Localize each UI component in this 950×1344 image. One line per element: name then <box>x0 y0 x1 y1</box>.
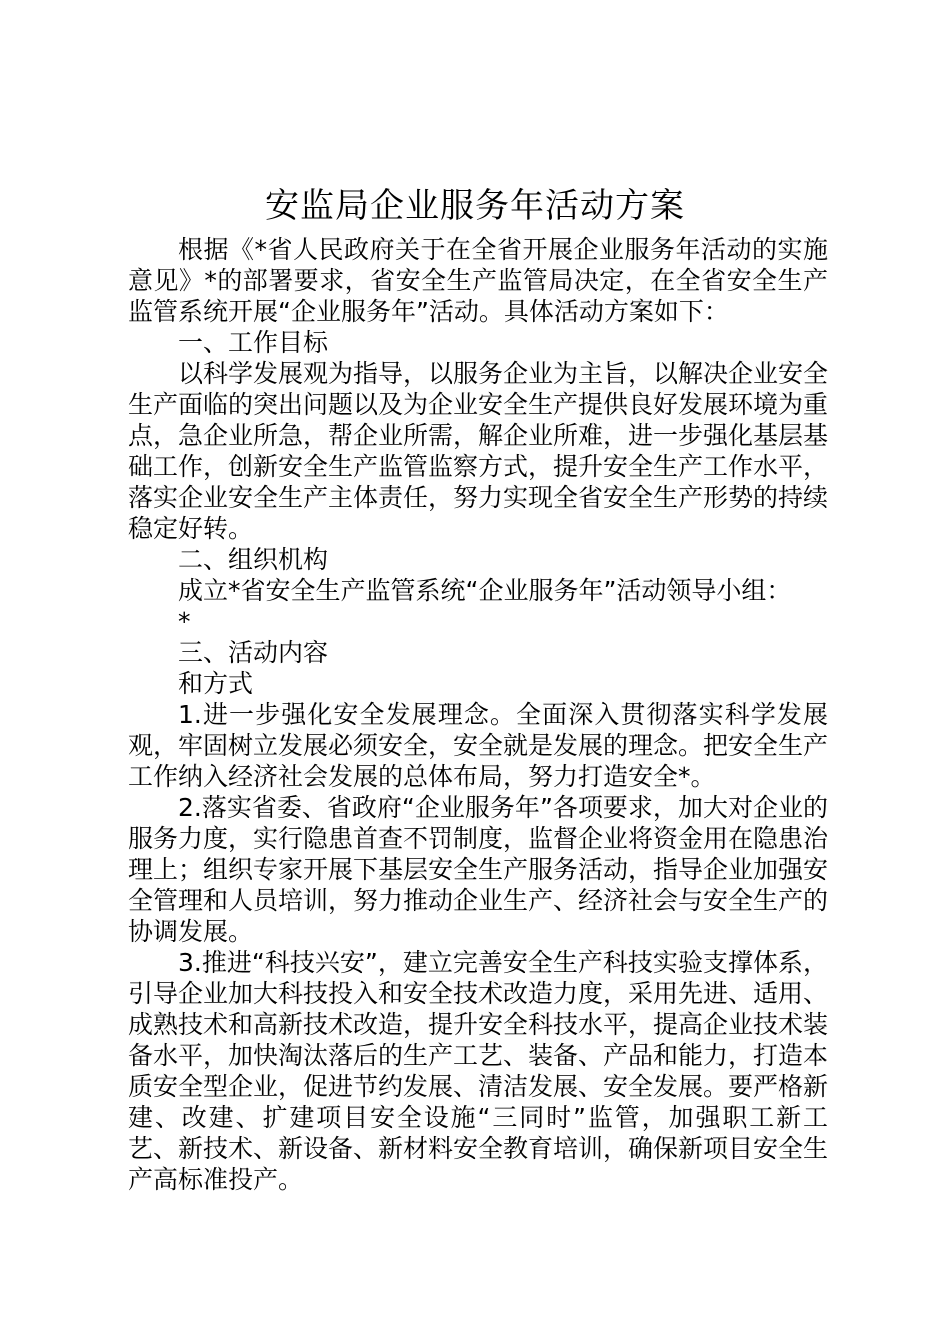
organization-paragraph: 成立*省安全生产监管系统“企业服务年”活动领导小组： <box>178 576 792 605</box>
section-heading-activities-continued: 和方式 <box>178 669 254 698</box>
activity-item-2: 2.落实省委、省政府“企业服务年”各项要求，加大对企业的服务力度，实行隐患首查不罚制度，监督企业将资金用在隐患治理上；组织专家开展下基层安全生产服务活动，指导企业加强安全管理和人员培训，努力推动企业生产、经济社会与安全生产的协调发展。 <box>128 793 829 946</box>
section-heading-organization: 二、组织机构 <box>178 545 329 574</box>
section-heading-goals: 一、工作目标 <box>178 328 329 357</box>
intro-paragraph: 根据《*省人民政府关于在全省开展企业服务年活动的实施意见》*的部署要求，省安全生产监管局决定，在全省安全生产监管系统开展“企业服务年”活动。具体活动方案如下： <box>128 235 828 326</box>
document-title: 安监局企业服务年活动方案 <box>265 186 685 226</box>
activity-item-1: 1.进一步强化安全发展理念。全面深入贯彻落实科学发展观，牢固树立发展必须安全，安全就是发展的理念。把安全生产工作纳入经济社会发展的总体布局，努力打造安全*。 <box>128 700 829 791</box>
organization-members: * <box>178 607 191 636</box>
activity-item-3: 3.推进“科技兴安”，建立完善安全生产科技实验支撑体系，引导企业加大科技投入和安全技术改造力度，采用先进、适用、成熟技术和高新技术改造，提升安全科技水平，提高企业技术装备水平，加快淘汰落后的生产工艺、装备、产品和能力，打造本质安全型企业，促进节约发展、清洁发展、安全发展。要严格新建、改建、扩建项目安全设施“三同时”监管，加强职工新工艺、新技术、新设备、新材料安全教育培训，确保新项目安全生产高标准投产。 <box>128 948 829 1194</box>
section-heading-activities: 三、活动内容 <box>178 638 329 667</box>
document-body <box>128 234 828 1195</box>
goals-paragraph: 以科学发展观为指导，以服务企业为主旨，以解决企业安全生产面临的突出问题以及为企业安全生产提供良好发展环境为重点，急企业所急，帮企业所需，解企业所难，进一步强化基层基础工作，创新安全生产监管监察方式，提升安全生产工作水平，落实企业安全生产主体责任，努力实现全省安全生产形势的持续稳定好转。 <box>128 359 829 543</box>
